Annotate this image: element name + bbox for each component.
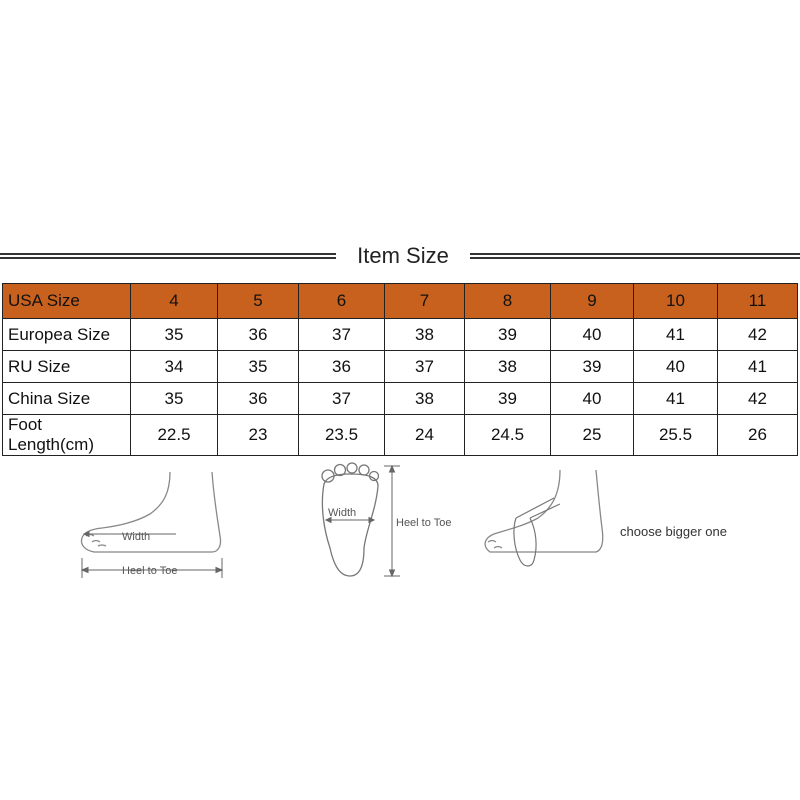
table-cell: 5 — [218, 284, 299, 319]
side-width-label: Width — [122, 531, 151, 543]
table-cell: 10 — [634, 284, 718, 319]
table-cell: 40 — [634, 351, 718, 383]
table-cell: 9 — [551, 284, 634, 319]
row-label: RU Size — [3, 351, 131, 383]
foot-side-diagram — [72, 470, 232, 582]
tape-loop — [514, 518, 536, 566]
table-cell: 39 — [465, 319, 551, 351]
table-cell: 38 — [465, 351, 551, 383]
table-cell: 37 — [299, 383, 385, 415]
table-cell: 34 — [131, 351, 218, 383]
row-label: USA Size — [3, 284, 131, 319]
table-cell: 8 — [465, 284, 551, 319]
table-cell: 24.5 — [465, 415, 551, 456]
row-label: Foot Length(cm) — [3, 415, 131, 456]
table-row — [3, 415, 798, 456]
table-row — [3, 284, 798, 319]
table-cell: 35 — [218, 351, 299, 383]
table-cell: 40 — [551, 319, 634, 351]
table-cell: 39 — [551, 351, 634, 383]
table-cell: 41 — [634, 319, 718, 351]
table-row — [3, 319, 798, 351]
table-row — [3, 351, 798, 383]
table-cell: 7 — [385, 284, 465, 319]
page-title: Item Size — [357, 243, 449, 268]
table-cell: 11 — [718, 284, 798, 319]
table-cell: 26 — [718, 415, 798, 456]
table-cell: 35 — [131, 383, 218, 415]
sizing-note: choose bigger one — [620, 524, 727, 539]
row-label: Europea Size — [3, 319, 131, 351]
row-label: China Size — [3, 383, 131, 415]
table-cell: 39 — [465, 383, 551, 415]
table-cell: 38 — [385, 383, 465, 415]
table-cell: 41 — [634, 383, 718, 415]
table-cell: 36 — [299, 351, 385, 383]
title-rule-right — [470, 253, 800, 259]
table-row — [3, 383, 798, 415]
title-row — [0, 240, 800, 272]
table-cell: 23 — [218, 415, 299, 456]
table-cell: 36 — [218, 383, 299, 415]
table-cell: 23.5 — [299, 415, 385, 456]
table-cell: 6 — [299, 284, 385, 319]
table-cell: 37 — [385, 351, 465, 383]
table-cell: 42 — [718, 319, 798, 351]
table-cell: 4 — [131, 284, 218, 319]
title-rule-left — [0, 253, 336, 259]
table-cell: 25.5 — [634, 415, 718, 456]
table-cell: 42 — [718, 383, 798, 415]
foot-measure-diagram — [476, 468, 616, 580]
table-cell: 40 — [551, 383, 634, 415]
table-cell: 22.5 — [131, 415, 218, 456]
foot-side-outline — [82, 472, 221, 552]
foot-sole-diagram — [310, 460, 470, 582]
size-table — [2, 283, 798, 456]
table-cell: 25 — [551, 415, 634, 456]
table-cell: 35 — [131, 319, 218, 351]
side-heel-to-toe-label: Heel to Toe — [122, 565, 178, 577]
sole-width-label: Width — [328, 507, 357, 519]
table-cell: 36 — [218, 319, 299, 351]
table-cell: 37 — [299, 319, 385, 351]
table-cell: 24 — [385, 415, 465, 456]
table-cell: 41 — [718, 351, 798, 383]
sole-heel-to-toe-label: Heel to Toe — [396, 517, 452, 529]
sole-outline — [322, 474, 378, 576]
table-cell: 38 — [385, 319, 465, 351]
